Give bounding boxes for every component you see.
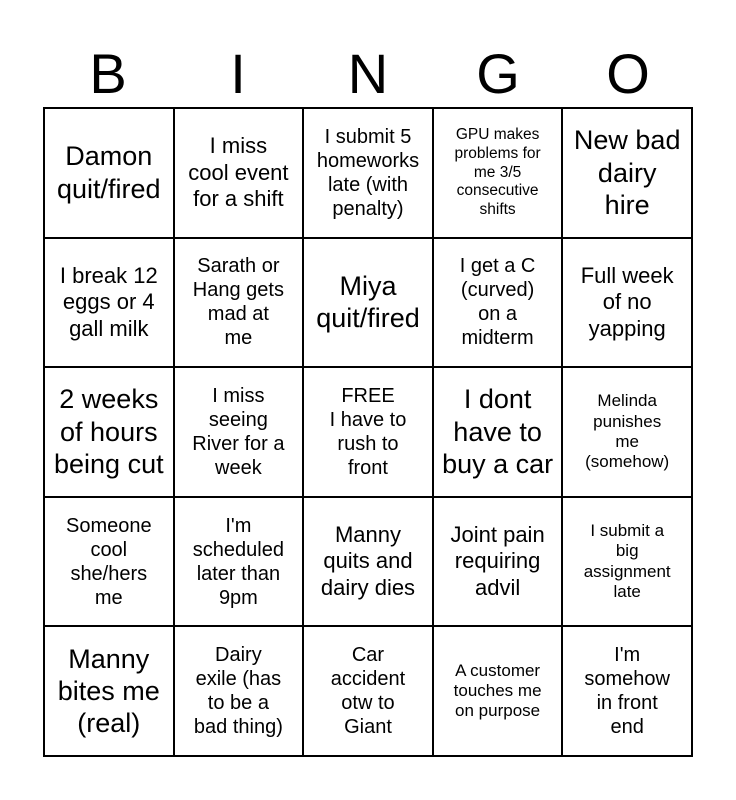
header-letter-o: O xyxy=(606,42,650,105)
header-letter-i: I xyxy=(230,42,246,105)
free-cell[interactable] xyxy=(303,367,433,497)
cell-text: I get a C (curved) on a midterm xyxy=(459,255,536,350)
bingo-cell[interactable] xyxy=(433,497,563,627)
cell-text: Joint pain requiring advil xyxy=(450,522,545,600)
bingo-cell[interactable] xyxy=(433,626,563,756)
cell-text: I'm somehow in front end xyxy=(584,644,670,739)
bingo-cell[interactable] xyxy=(44,497,174,627)
cell-text: I submit 5 homeworks late (with penalty) xyxy=(316,125,420,220)
bingo-cell[interactable] xyxy=(303,108,433,238)
bingo-cell[interactable] xyxy=(433,238,563,368)
bingo-cell[interactable] xyxy=(303,238,433,368)
cell-text: Melinda punishes me (somehow) xyxy=(585,391,670,472)
bingo-cell[interactable] xyxy=(562,497,692,627)
cell-text: I'm scheduled later than 9pm xyxy=(192,514,284,609)
cell-text: Full week of no yapping xyxy=(580,262,674,341)
bingo-cell[interactable] xyxy=(44,108,174,238)
bingo-header xyxy=(43,40,693,108)
bingo-cell[interactable] xyxy=(433,367,563,497)
bingo-cell[interactable] xyxy=(303,497,433,627)
bingo-cell[interactable] xyxy=(44,367,174,497)
cell-text: Manny quits and dairy dies xyxy=(320,522,416,600)
bingo-cell[interactable] xyxy=(562,367,692,497)
cell-text: Damon quit/fired xyxy=(57,141,161,204)
bingo-cell[interactable] xyxy=(562,108,692,238)
cell-text: I dont have to buy a car xyxy=(442,384,554,480)
cell-text: Car accident otw to Giant xyxy=(330,644,406,739)
bingo-cell[interactable] xyxy=(303,626,433,756)
bingo-cell[interactable] xyxy=(44,238,174,368)
bingo-cell[interactable] xyxy=(174,497,304,627)
cell-text: I submit a big assignment late xyxy=(583,520,671,601)
cell-text: New bad dairy hire xyxy=(573,125,681,220)
cell-text: 2 weeks of hours being cut xyxy=(54,384,164,480)
cell-text: FREE I have to rush to front xyxy=(329,384,407,479)
cell-text: Dairy exile (has to be a bad thing) xyxy=(193,644,283,739)
header-letter-g: G xyxy=(476,42,520,105)
bingo-cell[interactable] xyxy=(174,626,304,756)
cell-text: I break 12 eggs or 4 gall milk xyxy=(59,262,158,341)
cell-text: Miya quit/fired xyxy=(316,271,420,334)
bingo-cell[interactable] xyxy=(174,367,304,497)
cell-text: Sarath or Hang gets mad at me xyxy=(192,255,284,350)
cell-text: I miss seeing River for a week xyxy=(192,384,285,479)
bingo-grid xyxy=(43,107,693,757)
bingo-cell[interactable] xyxy=(174,108,304,238)
bingo-cell[interactable] xyxy=(44,626,174,756)
bingo-cell[interactable] xyxy=(433,108,563,238)
bingo-cell[interactable] xyxy=(174,238,304,368)
header-letter-n: N xyxy=(347,42,389,105)
header-letter-b: B xyxy=(89,42,127,105)
bingo-cell[interactable] xyxy=(562,626,692,756)
cell-text: A customer touches me on purpose xyxy=(453,660,542,721)
cell-text: I miss cool event for a shift xyxy=(188,133,289,211)
cell-text: Someone cool she/hers me xyxy=(65,514,152,609)
cell-text: GPU makes problems for me 3/5 consecutive shifts xyxy=(454,126,541,218)
bingo-cell[interactable] xyxy=(562,238,692,368)
cell-text: Manny bites me (real) xyxy=(57,643,160,739)
